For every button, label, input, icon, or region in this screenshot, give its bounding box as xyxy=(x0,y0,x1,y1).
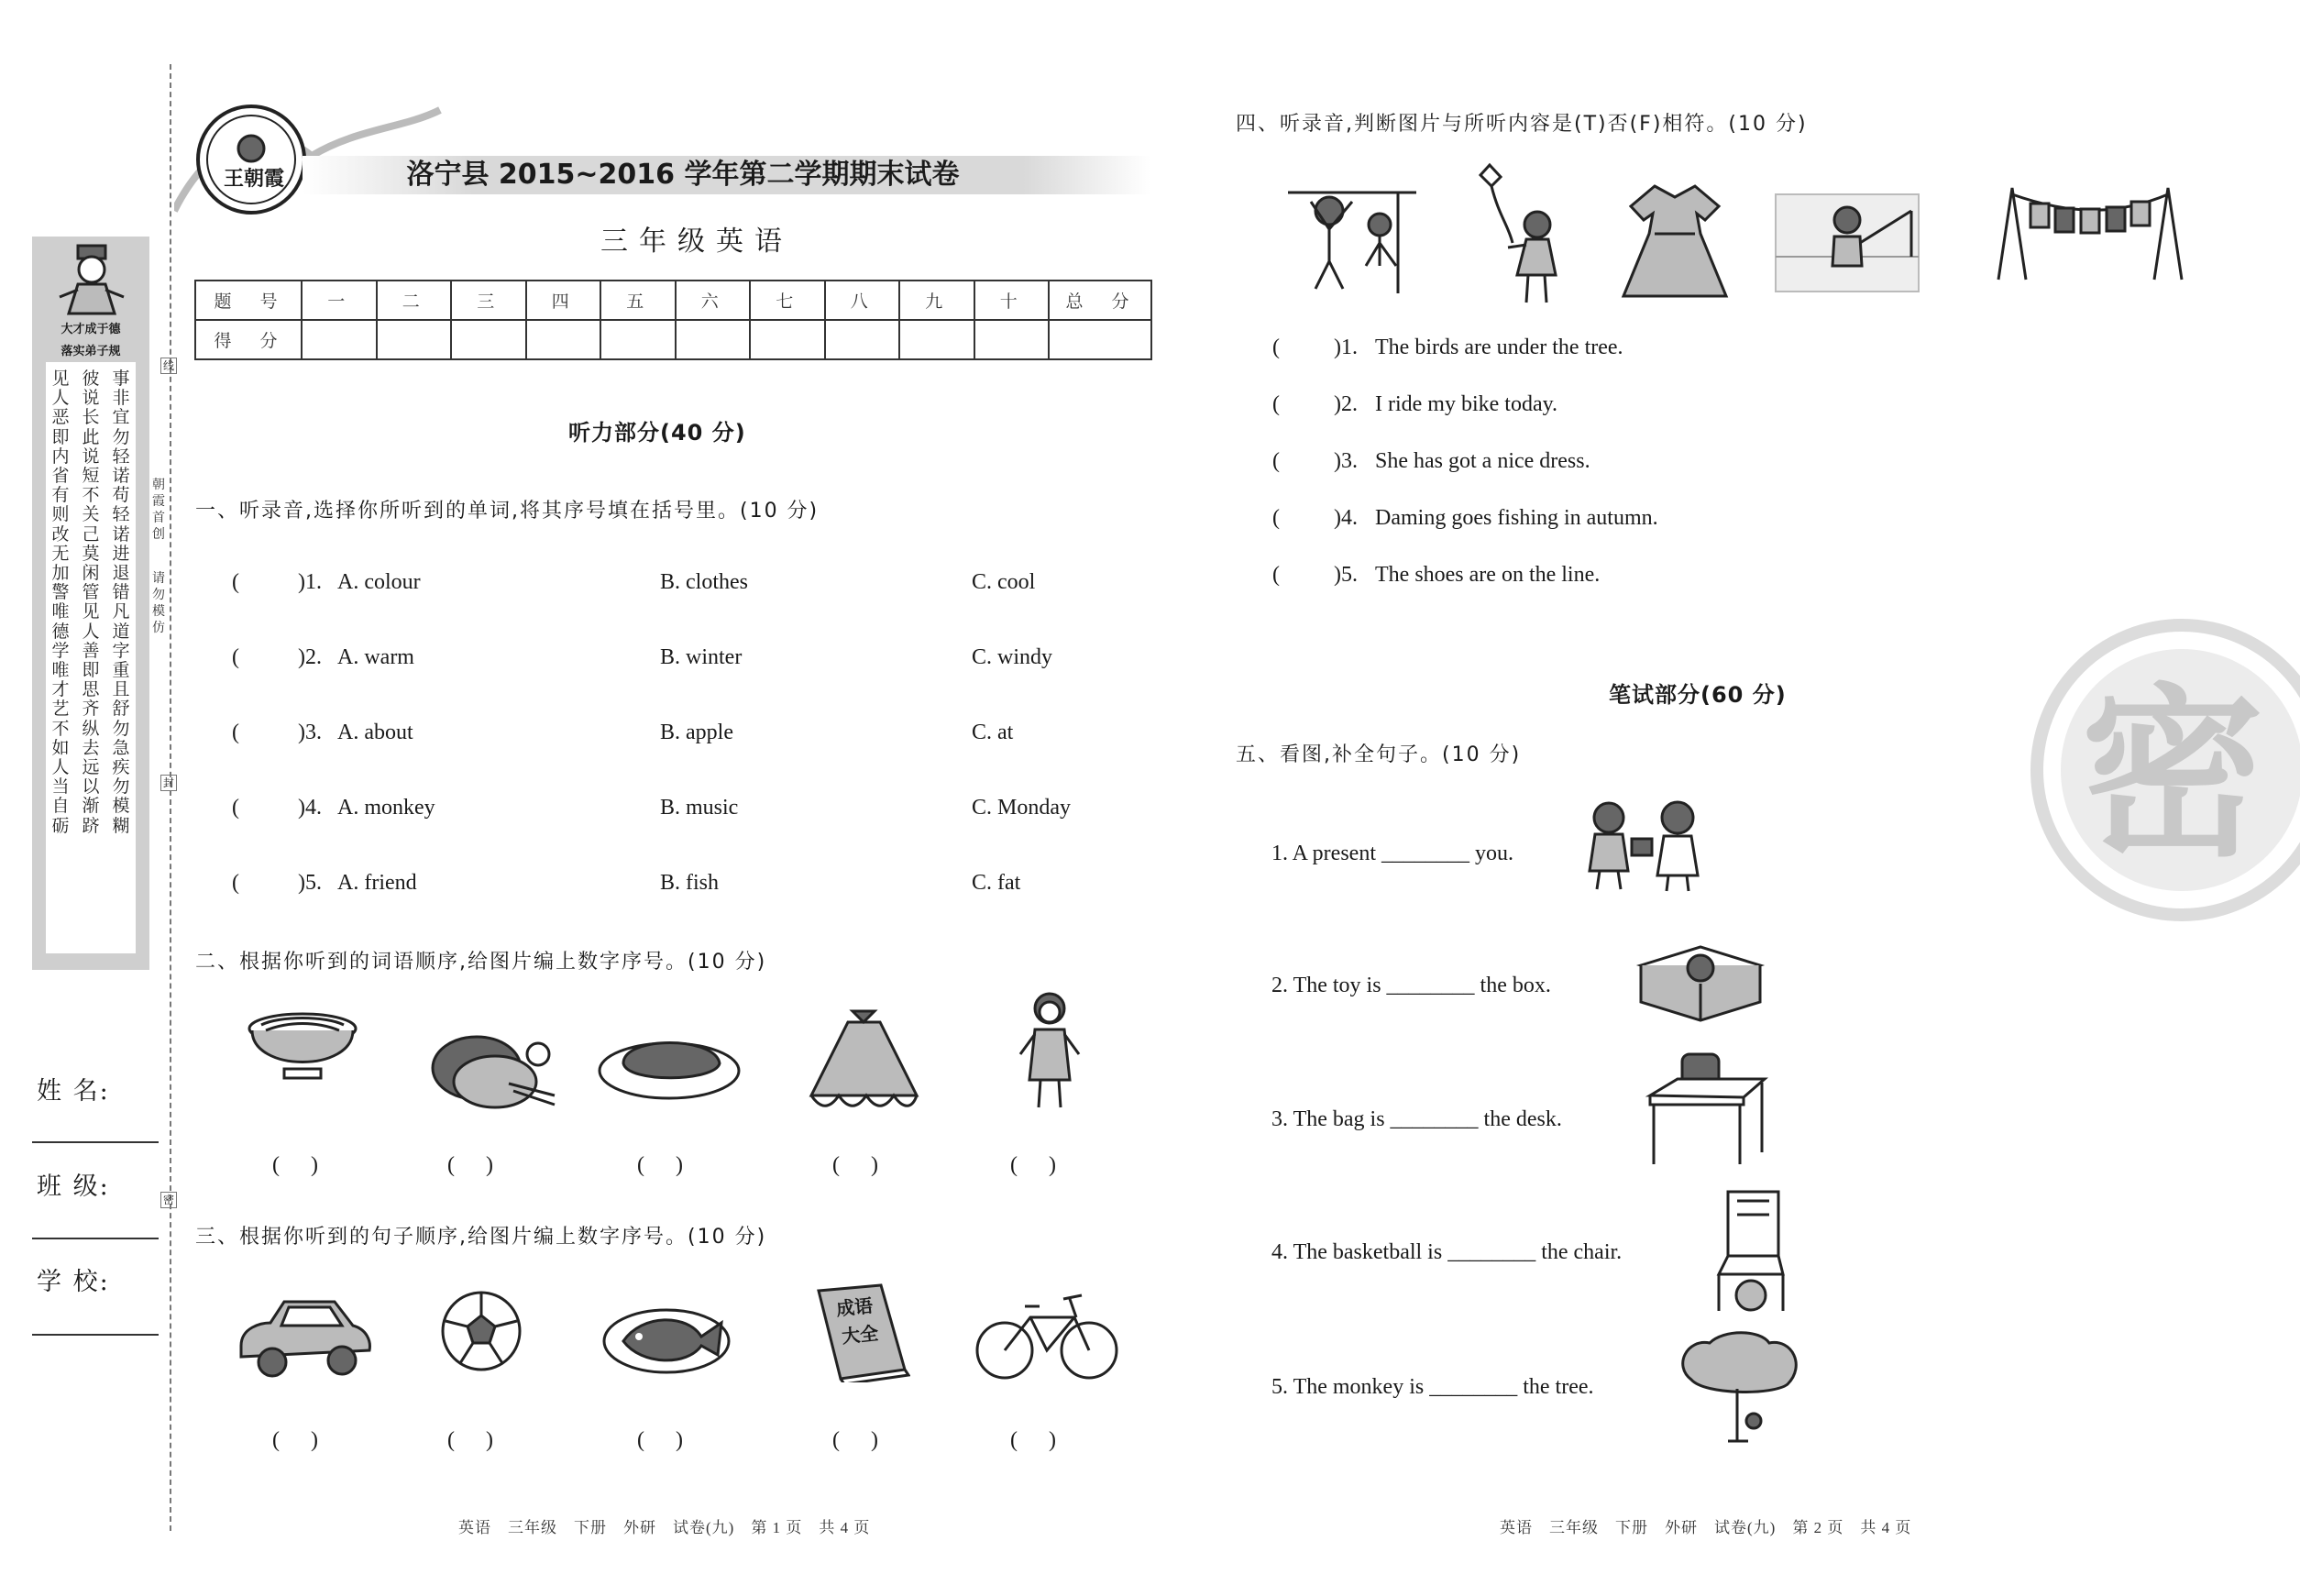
q4-number-5: )5. xyxy=(1334,563,1358,587)
q5-sentence-1[interactable]: 1. A present ________ you. xyxy=(1271,842,1513,865)
class-label: 班 级: xyxy=(37,1172,110,1201)
q1-option-a[interactable]: A. warm xyxy=(337,645,414,669)
ping-pong-paddles-picture xyxy=(426,1027,564,1114)
score-input[interactable] xyxy=(1049,320,1151,359)
q1-option-b[interactable]: B. fish xyxy=(660,871,720,895)
score-cell: 四 xyxy=(526,281,601,320)
exam-title: 洛宁县 2015~2016 学年第二学期期末试卷 xyxy=(406,159,960,191)
logo-seal xyxy=(194,103,309,217)
score-cell: 总 分 xyxy=(1049,281,1151,320)
q5-sentence-5[interactable]: 5. The monkey is ________ the tree. xyxy=(1271,1375,1594,1399)
dress-picture xyxy=(1618,179,1733,303)
q4-sentence: I ride my bike today. xyxy=(1375,392,1558,416)
footer-page-2: 英语 三年级 下册 外研 试卷(九) 第 2 页 共 4 页 xyxy=(1500,1519,1912,1536)
basketball-chair-picture xyxy=(1714,1187,1792,1315)
q4-paren-4: ( xyxy=(1272,506,1280,530)
q4-sentence: The shoes are on the line. xyxy=(1375,563,1601,587)
q1-option-c[interactable]: C. Monday xyxy=(972,796,1071,820)
score-cell: 一 xyxy=(302,281,377,320)
q4-number-2: )2. xyxy=(1334,392,1358,416)
score-row-label: 得 分 xyxy=(195,320,302,359)
cut-mark-line: 线 xyxy=(160,358,177,374)
q4-sentence: The birds are under the tree. xyxy=(1375,336,1623,359)
q4-paren-3: ( xyxy=(1272,449,1280,473)
school-label: 学 校: xyxy=(37,1268,110,1296)
q1-paren-2: ( xyxy=(232,645,239,669)
logo-text: 王朝霞 xyxy=(223,167,284,191)
q1-number-4: )4. xyxy=(298,796,322,820)
q1-option-b[interactable]: B. clothes xyxy=(660,570,748,594)
q1-number-1: )1. xyxy=(298,570,322,594)
book-title-1: 成语 xyxy=(835,1293,875,1321)
proverb-text xyxy=(46,362,136,953)
name-label: 姓 名: xyxy=(37,1077,110,1106)
fold-line xyxy=(170,64,171,1531)
q4-number-3: )3. xyxy=(1334,449,1358,473)
score-input[interactable] xyxy=(676,320,751,359)
cut-mark-seal: 封 xyxy=(160,775,177,791)
q1-paren-4: ( xyxy=(232,796,239,820)
score-input[interactable] xyxy=(825,320,900,359)
car-picture xyxy=(234,1291,376,1382)
q1-option-c[interactable]: C. at xyxy=(972,721,1014,744)
q1-option-c[interactable]: C. windy xyxy=(972,645,1053,669)
school-field[interactable] xyxy=(32,1334,159,1336)
bag-on-desk-picture xyxy=(1641,1050,1774,1169)
q4-paren-5: ( xyxy=(1272,563,1280,587)
fish-dish-picture xyxy=(600,1300,733,1378)
q1-option-c[interactable]: C. cool xyxy=(972,570,1036,594)
score-input[interactable] xyxy=(750,320,825,359)
q3-answer-5[interactable]: () xyxy=(1010,1428,1087,1452)
score-cell: 七 xyxy=(750,281,825,320)
q5-sentence-3[interactable]: 3. The bag is ________ the desk. xyxy=(1271,1107,1562,1131)
q1-heading: 一、听录音,选择你所听到的单词,将其序号填在括号里。(10 分) xyxy=(195,500,820,523)
q4-paren-2: ( xyxy=(1272,392,1280,416)
boy-fishing-picture xyxy=(1774,193,1920,293)
q1-paren-5: ( xyxy=(232,871,239,895)
q1-paren-1: ( xyxy=(232,570,239,594)
q3-answer-1[interactable]: () xyxy=(272,1428,349,1452)
score-cell: 五 xyxy=(600,281,676,320)
exam-subtitle: 三年级英语 xyxy=(600,226,793,258)
q1-number-2: )2. xyxy=(298,645,322,669)
q1-option-b[interactable]: B. music xyxy=(660,796,739,820)
q1-option-b[interactable]: B. winter xyxy=(660,645,743,669)
scholar-illustration xyxy=(50,240,133,318)
score-cell: 二 xyxy=(377,281,452,320)
skirt-picture xyxy=(798,1004,930,1118)
q2-answer-1[interactable]: () xyxy=(272,1153,349,1177)
q2-answer-2[interactable]: () xyxy=(447,1153,524,1177)
score-table xyxy=(194,280,1152,360)
score-input[interactable] xyxy=(974,320,1050,359)
q4-sentence: She has got a nice dress. xyxy=(1375,449,1590,473)
q1-option-b[interactable]: B. apple xyxy=(660,721,733,744)
score-input[interactable] xyxy=(302,320,377,359)
q1-paren-3: ( xyxy=(232,721,239,744)
q4-heading: 四、听录音,判断图片与所听内容是(T)否(F)相符。(10 分) xyxy=(1236,113,1808,136)
score-table-header-row xyxy=(195,281,1151,320)
score-cell: 十 xyxy=(974,281,1050,320)
q4-paren-1: ( xyxy=(1272,336,1280,359)
q5-sentence-2[interactable]: 2. The toy is ________ the box. xyxy=(1271,974,1551,997)
q1-option-c[interactable]: C. fat xyxy=(972,871,1021,895)
q1-option-a[interactable]: A. friend xyxy=(337,871,417,895)
q2-answer-3[interactable]: () xyxy=(637,1153,714,1177)
proverb-column-3: 事非宜勿轻诺苟轻诺进退错凡道字重且舒勿急疾勿模糊 xyxy=(112,369,130,836)
q4-number-4: )4. xyxy=(1334,506,1358,530)
toy-in-box-picture xyxy=(1632,933,1769,1025)
secret-seal-character: 密 xyxy=(2081,666,2265,882)
cut-mark-secret: 密 xyxy=(160,1192,177,1208)
bike-picture xyxy=(974,1279,1120,1384)
motto-1: 大才成于德 xyxy=(61,323,121,336)
q3-answer-3[interactable]: () xyxy=(637,1428,714,1452)
class-field[interactable] xyxy=(32,1238,159,1239)
q1-option-a[interactable]: A. colour xyxy=(337,570,421,594)
listening-title: 听力部分(40 分) xyxy=(568,420,746,446)
monkey-tree-picture xyxy=(1673,1329,1806,1444)
q5-heading: 五、看图,补全句子。(10 分) xyxy=(1236,743,1522,766)
q4-sentence: Daming goes fishing in autumn. xyxy=(1375,506,1658,530)
bread-picture xyxy=(596,1027,743,1105)
writing-title: 笔试部分(60 分) xyxy=(1609,682,1787,708)
score-cell: 三 xyxy=(451,281,526,320)
name-field[interactable] xyxy=(32,1141,159,1143)
score-cell: 题 号 xyxy=(195,281,302,320)
q2-answer-4[interactable]: () xyxy=(832,1153,909,1177)
q4-number-1: )1. xyxy=(1334,336,1358,359)
score-input[interactable] xyxy=(600,320,676,359)
q3-heading: 三、根据你听到的句子顺序,给图片编上数字序号。(10 分) xyxy=(195,1226,767,1249)
footer-page-1: 英语 三年级 下册 外研 试卷(九) 第 1 页 共 4 页 xyxy=(458,1519,871,1536)
girl-kite-picture xyxy=(1471,160,1563,307)
score-cell: 八 xyxy=(825,281,900,320)
q1-number-3: )3. xyxy=(298,721,322,744)
score-input[interactable] xyxy=(451,320,526,359)
girl-picture xyxy=(1013,988,1086,1117)
q1-number-5: )5. xyxy=(298,871,322,895)
score-table-score-row xyxy=(195,320,1151,359)
q1-option-a[interactable]: A. about xyxy=(337,721,413,744)
score-input[interactable] xyxy=(526,320,601,359)
q1-option-a[interactable]: A. monkey xyxy=(337,796,435,820)
present-picture xyxy=(1577,798,1714,894)
clothes-line-picture xyxy=(1980,183,2200,284)
motto-2: 落实弟子规 xyxy=(61,345,121,358)
q3-answer-2[interactable]: () xyxy=(447,1428,524,1452)
score-input[interactable] xyxy=(899,320,974,359)
q2-heading: 二、根据你听到的词语顺序,给图片编上数字序号。(10 分) xyxy=(195,951,767,974)
q3-answer-4[interactable]: () xyxy=(832,1428,909,1452)
q5-sentence-4[interactable]: 4. The basketball is ________ the chair. xyxy=(1271,1240,1623,1264)
proverb-column-1: 见人恶即内省有则改无加警唯德学唯才艺不如人当自砺 xyxy=(51,369,70,836)
book-title-2: 大全 xyxy=(841,1321,880,1348)
football-picture xyxy=(438,1288,525,1375)
q2-answer-5[interactable]: () xyxy=(1010,1153,1087,1177)
side-text-original: 朝霞首创 xyxy=(152,478,165,542)
score-cell: 九 xyxy=(899,281,974,320)
proverb-column-2: 彼说长此说短不关己莫闲管见人善即思齐纵去远以渐跻 xyxy=(82,369,100,836)
score-cell: 六 xyxy=(676,281,751,320)
monkeys-tree-picture xyxy=(1288,174,1416,298)
side-text-no-copy: 请勿模仿 xyxy=(152,571,165,635)
score-input[interactable] xyxy=(377,320,452,359)
noodles-bowl-picture xyxy=(243,1008,362,1091)
